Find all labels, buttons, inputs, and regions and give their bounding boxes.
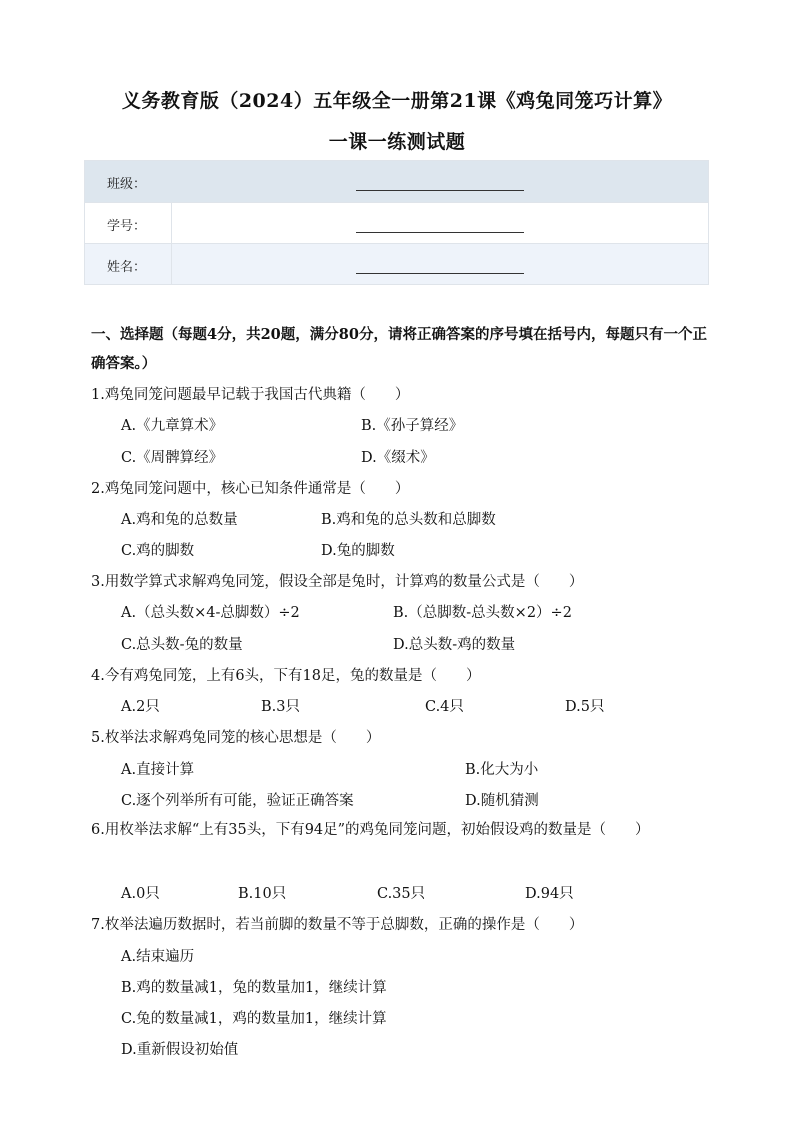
- option-d[interactable]: D.兔的脚数: [321, 543, 395, 559]
- question-stem: 5.枚举法求解鸡兔同笼的核心思想是（ ）: [91, 730, 381, 746]
- class-label: 班级：: [107, 177, 147, 192]
- option-c[interactable]: C.《周髀算经》: [121, 450, 224, 466]
- option-c[interactable]: C.逐个列举所有可能，验证正确答案: [121, 793, 354, 809]
- option-b[interactable]: B.鸡的数量减1，兔的数量加1，继续计算: [121, 980, 387, 996]
- option-a[interactable]: A.《九章算术》: [121, 418, 224, 434]
- number-field[interactable]: [172, 203, 708, 243]
- question-stem: 2.鸡兔同笼问题中，核心已知条件通常是（ ）: [91, 481, 410, 497]
- class-field[interactable]: [172, 161, 708, 202]
- option-b[interactable]: B.3只: [261, 699, 300, 715]
- option-d[interactable]: D.5只: [565, 699, 605, 715]
- option-b[interactable]: B.（总脚数-总头数×2）÷2: [393, 605, 572, 621]
- option-c[interactable]: C.35只: [377, 886, 426, 902]
- page-subtitle: 一课一练测试题: [328, 131, 466, 153]
- option-a[interactable]: A.直接计算: [121, 762, 195, 778]
- option-a[interactable]: A.（总头数×4-总脚数）÷2: [121, 605, 300, 621]
- option-c[interactable]: C.4只: [425, 699, 464, 715]
- question-stem: 7.枚举法遍历数据时，若当前脚的数量不等于总脚数，正确的操作是（ ）: [91, 917, 584, 933]
- option-d[interactable]: D.94只: [525, 886, 574, 902]
- option-d[interactable]: D.《缀术》: [361, 450, 435, 466]
- class-row: [85, 161, 708, 202]
- section-heading: 一、选择题（每题4分，共20题，满分80分，请将正确答案的序号填在括号内，每题只有一个正确答案。）: [91, 326, 707, 372]
- option-c[interactable]: C.总头数-兔的数量: [121, 637, 243, 653]
- number-label: 学号：: [85, 203, 172, 243]
- question-stem: 3.用数学算式求解鸡兔同笼，假设全部是兔时，计算鸡的数量公式是（ ）: [91, 574, 584, 590]
- option-b[interactable]: B.化大为小: [465, 762, 539, 778]
- question-stem: 4.今有鸡兔同笼，上有6头，下有18足，兔的数量是（ ）: [91, 668, 481, 684]
- name-field[interactable]: [172, 244, 708, 284]
- option-c[interactable]: C.鸡的脚数: [121, 543, 195, 559]
- option-a[interactable]: A.结束遍历: [121, 949, 195, 965]
- option-b[interactable]: B.《孙子算经》: [361, 418, 464, 434]
- option-a[interactable]: A.0只: [121, 886, 160, 902]
- student-info-table: [84, 160, 709, 285]
- option-d[interactable]: D.随机猜测: [465, 793, 539, 809]
- number-row: [85, 202, 708, 243]
- name-label: 姓名：: [85, 244, 172, 284]
- page-title: 义务教育版（2024）五年级全一册第21课《鸡兔同笼巧计算》: [121, 90, 673, 112]
- option-c[interactable]: C.兔的数量减1，鸡的数量加1，继续计算: [121, 1011, 387, 1027]
- option-b[interactable]: B.10只: [238, 886, 287, 902]
- class-underline: [356, 190, 524, 191]
- option-d[interactable]: D.总头数-鸡的数量: [393, 637, 516, 653]
- question-stem: 1.鸡兔同笼问题最早记载于我国古代典籍（ ）: [91, 387, 410, 403]
- name-underline: [356, 273, 524, 274]
- option-a[interactable]: A.鸡和兔的总数量: [121, 512, 238, 528]
- option-b[interactable]: B.鸡和兔的总头数和总脚数: [321, 512, 496, 528]
- option-d[interactable]: D.重新假设初始值: [121, 1042, 239, 1058]
- name-row: [85, 243, 708, 284]
- option-a[interactable]: A.2只: [121, 699, 160, 715]
- number-underline: [356, 232, 524, 233]
- question-stem: 6.用枚举法求解“上有35头，下有94足”的鸡兔同笼问题，初始假设鸡的数量是（ ）: [91, 822, 650, 838]
